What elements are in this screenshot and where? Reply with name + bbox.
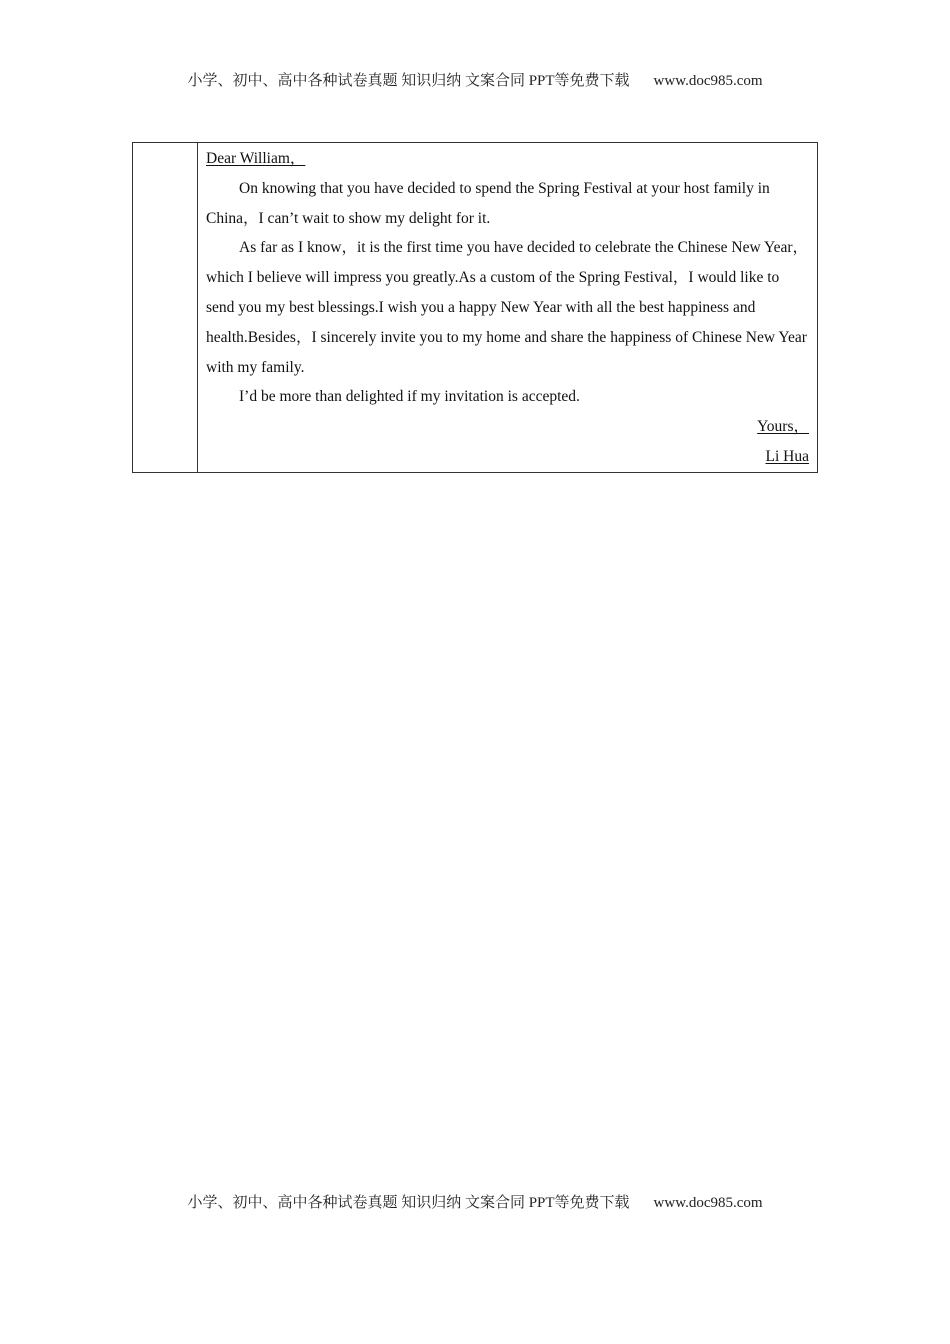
page-header (0, 69, 950, 90)
letter-content-cell (198, 143, 817, 472)
footer-website: www.doc985.com (653, 1195, 763, 1211)
footer-text: 小学、初中、高中各种试卷真题 知识归纳 文案合同 PPT等免费下载 (187, 1195, 630, 1211)
letter-paragraph-3: I’d be more than delighted if my invitation is accepted. (239, 388, 580, 406)
page-footer (0, 1191, 950, 1212)
letter-greeting: Dear William， (206, 150, 306, 167)
table-left-cell (133, 143, 198, 472)
letter-closing: Yours， (757, 418, 809, 436)
header-website: www.doc985.com (653, 73, 763, 89)
letter-paragraph-1: On knowing that you have decided to spend the Spring Festival at your host family in China，I can’t wait to show my delight for it. (206, 179, 770, 227)
letter-signature: Li Hua (765, 447, 809, 465)
header-text: 小学、初中、高中各种试卷真题 知识归纳 文案合同 PPT等免费下载 (187, 73, 630, 89)
letter-paragraph-2: As far as I know，it is the first time you have decided to celebrate the Chinese New Year，which I believe will impress you greatly.As a custom of the Spring Festival，I would like to send you my best blessings.I wish you a happy New Year with all the best happiness and health.Besides，I sincerely invite you to my home and share the happiness of Chinese New Year with my family. (206, 239, 809, 376)
letter-table (132, 142, 818, 473)
